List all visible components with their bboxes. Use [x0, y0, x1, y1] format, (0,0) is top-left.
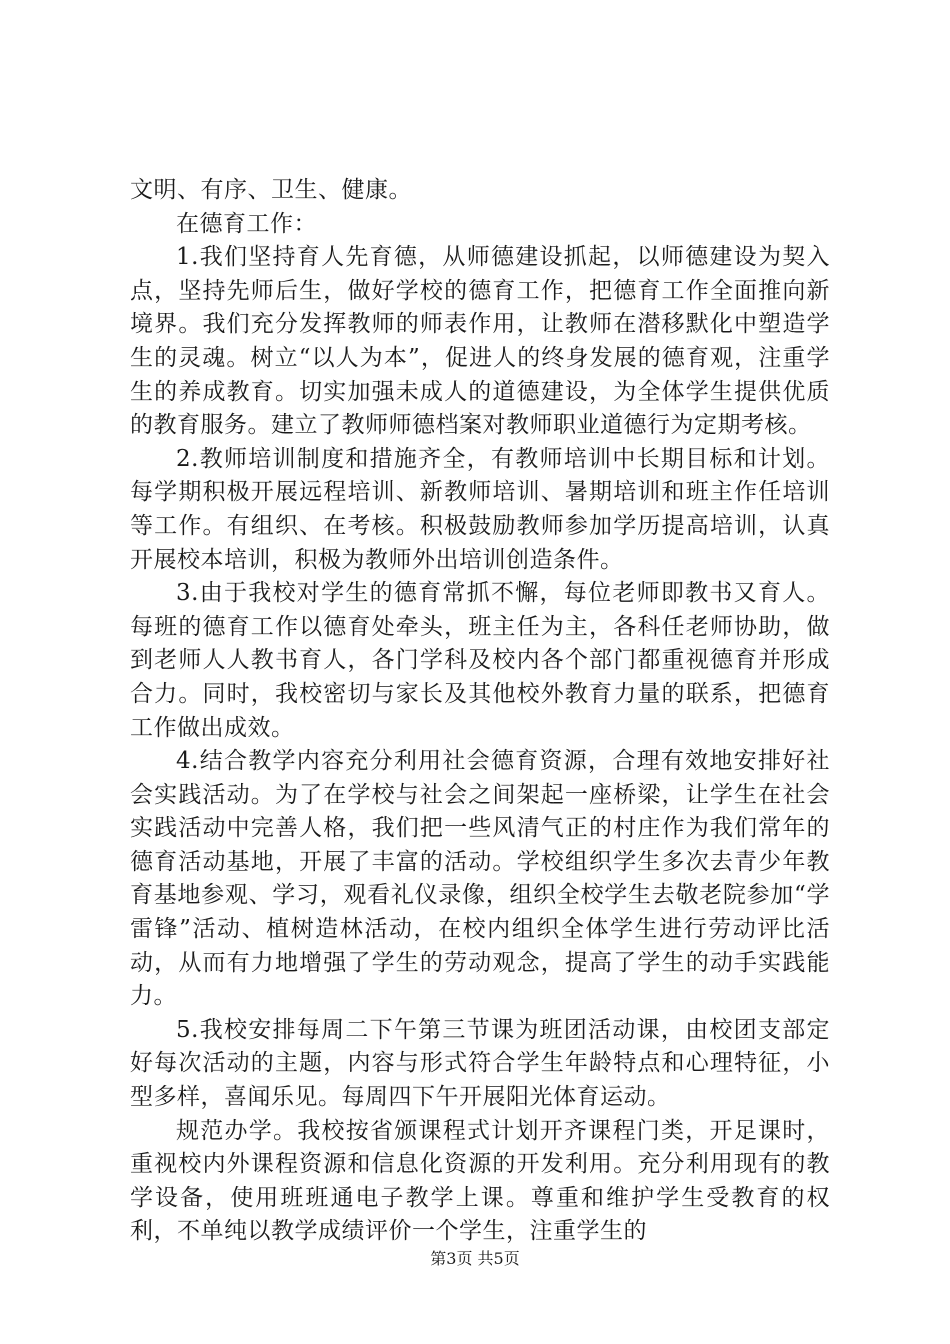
page-footer: 第3页 共5页	[430, 1249, 520, 1268]
paragraph-6: 4.结合教学内容充分利用社会德育资源，合理有效地安排好社会实践活动。为了在学校与社会之间架起一座桥梁，让学生在社会实践活动中完善人格，我们把一些风清气正的村庄作为我们常年的德育活动基地，开展了丰富的活动。学校组织学生多次去青少年教育基地参观、学习，观看礼仪录像，组织全校学生去敬老院参加“学雷锋”活动、植树造林活动，在校内组织全体学生进行劳动评比活动，从而有力地增强了学生的劳动观念，提高了学生的动手实践能力。	[130, 748, 830, 1010]
document-body	[130, 174, 830, 1249]
paragraph-7: 5.我校安排每周二下午第三节课为班团活动课，由校团支部定好每次活动的主题，内容与形式符合学生年龄特点和心理特征，小型多样，喜闻乐见。每周四下午开展阳光体育运动。	[130, 1016, 830, 1111]
paragraph-2: 在德育工作：	[176, 210, 317, 237]
paragraph-3: 1.我们坚持育人先育德，从师德建设抓起，以师德建设为契入点，坚持先师后生，做好学校的德育工作，把德育工作全面推向新境界。我们充分发挥教师的师表作用，让教师在潜移默化中塑造学生的灵魂。树立“以人为本”，促进人的终身发展的德育观，注重学生的养成教育。切实加强未成人的道德建设，为全体学生提供优质的教育服务。建立了教师师德档案对教师职业道德行为定期考核。	[130, 244, 830, 439]
paragraph-8: 规范办学。我校按省颁课程式计划开齐课程门类，开足课时，重视校内外课程资源和信息化资源的开发利用。充分利用现有的教学设备，使用班班通电子教学上课。尊重和维护学生受教育的权利，不单纯以教学成绩评价一个学生，注重学生的	[130, 1117, 830, 1245]
paragraph-4: 2.教师培训制度和措施齐全，有教师培训中长期目标和计划。每学期积极开展远程培训、新教师培训、暑期培训和班主作任培训等工作。有组织、在考核。积极鼓励教师参加学历提高培训，认真开展校本培训，积极为教师外出培训创造条件。	[130, 445, 830, 573]
paragraph-5: 3.由于我校对学生的德育常抓不懈，每位老师即教书又育人。每班的德育工作以德育处牵头，班主任为主，各科任老师协助，做到老师人人教书育人，各门学科及校内各个部门都重视德育并形成合力。同时，我校密切与家长及其他校外教育力量的联系，把德育工作做出成效。	[130, 580, 830, 741]
paragraph-1: 文明、有序、卫生、健康。	[130, 177, 412, 203]
